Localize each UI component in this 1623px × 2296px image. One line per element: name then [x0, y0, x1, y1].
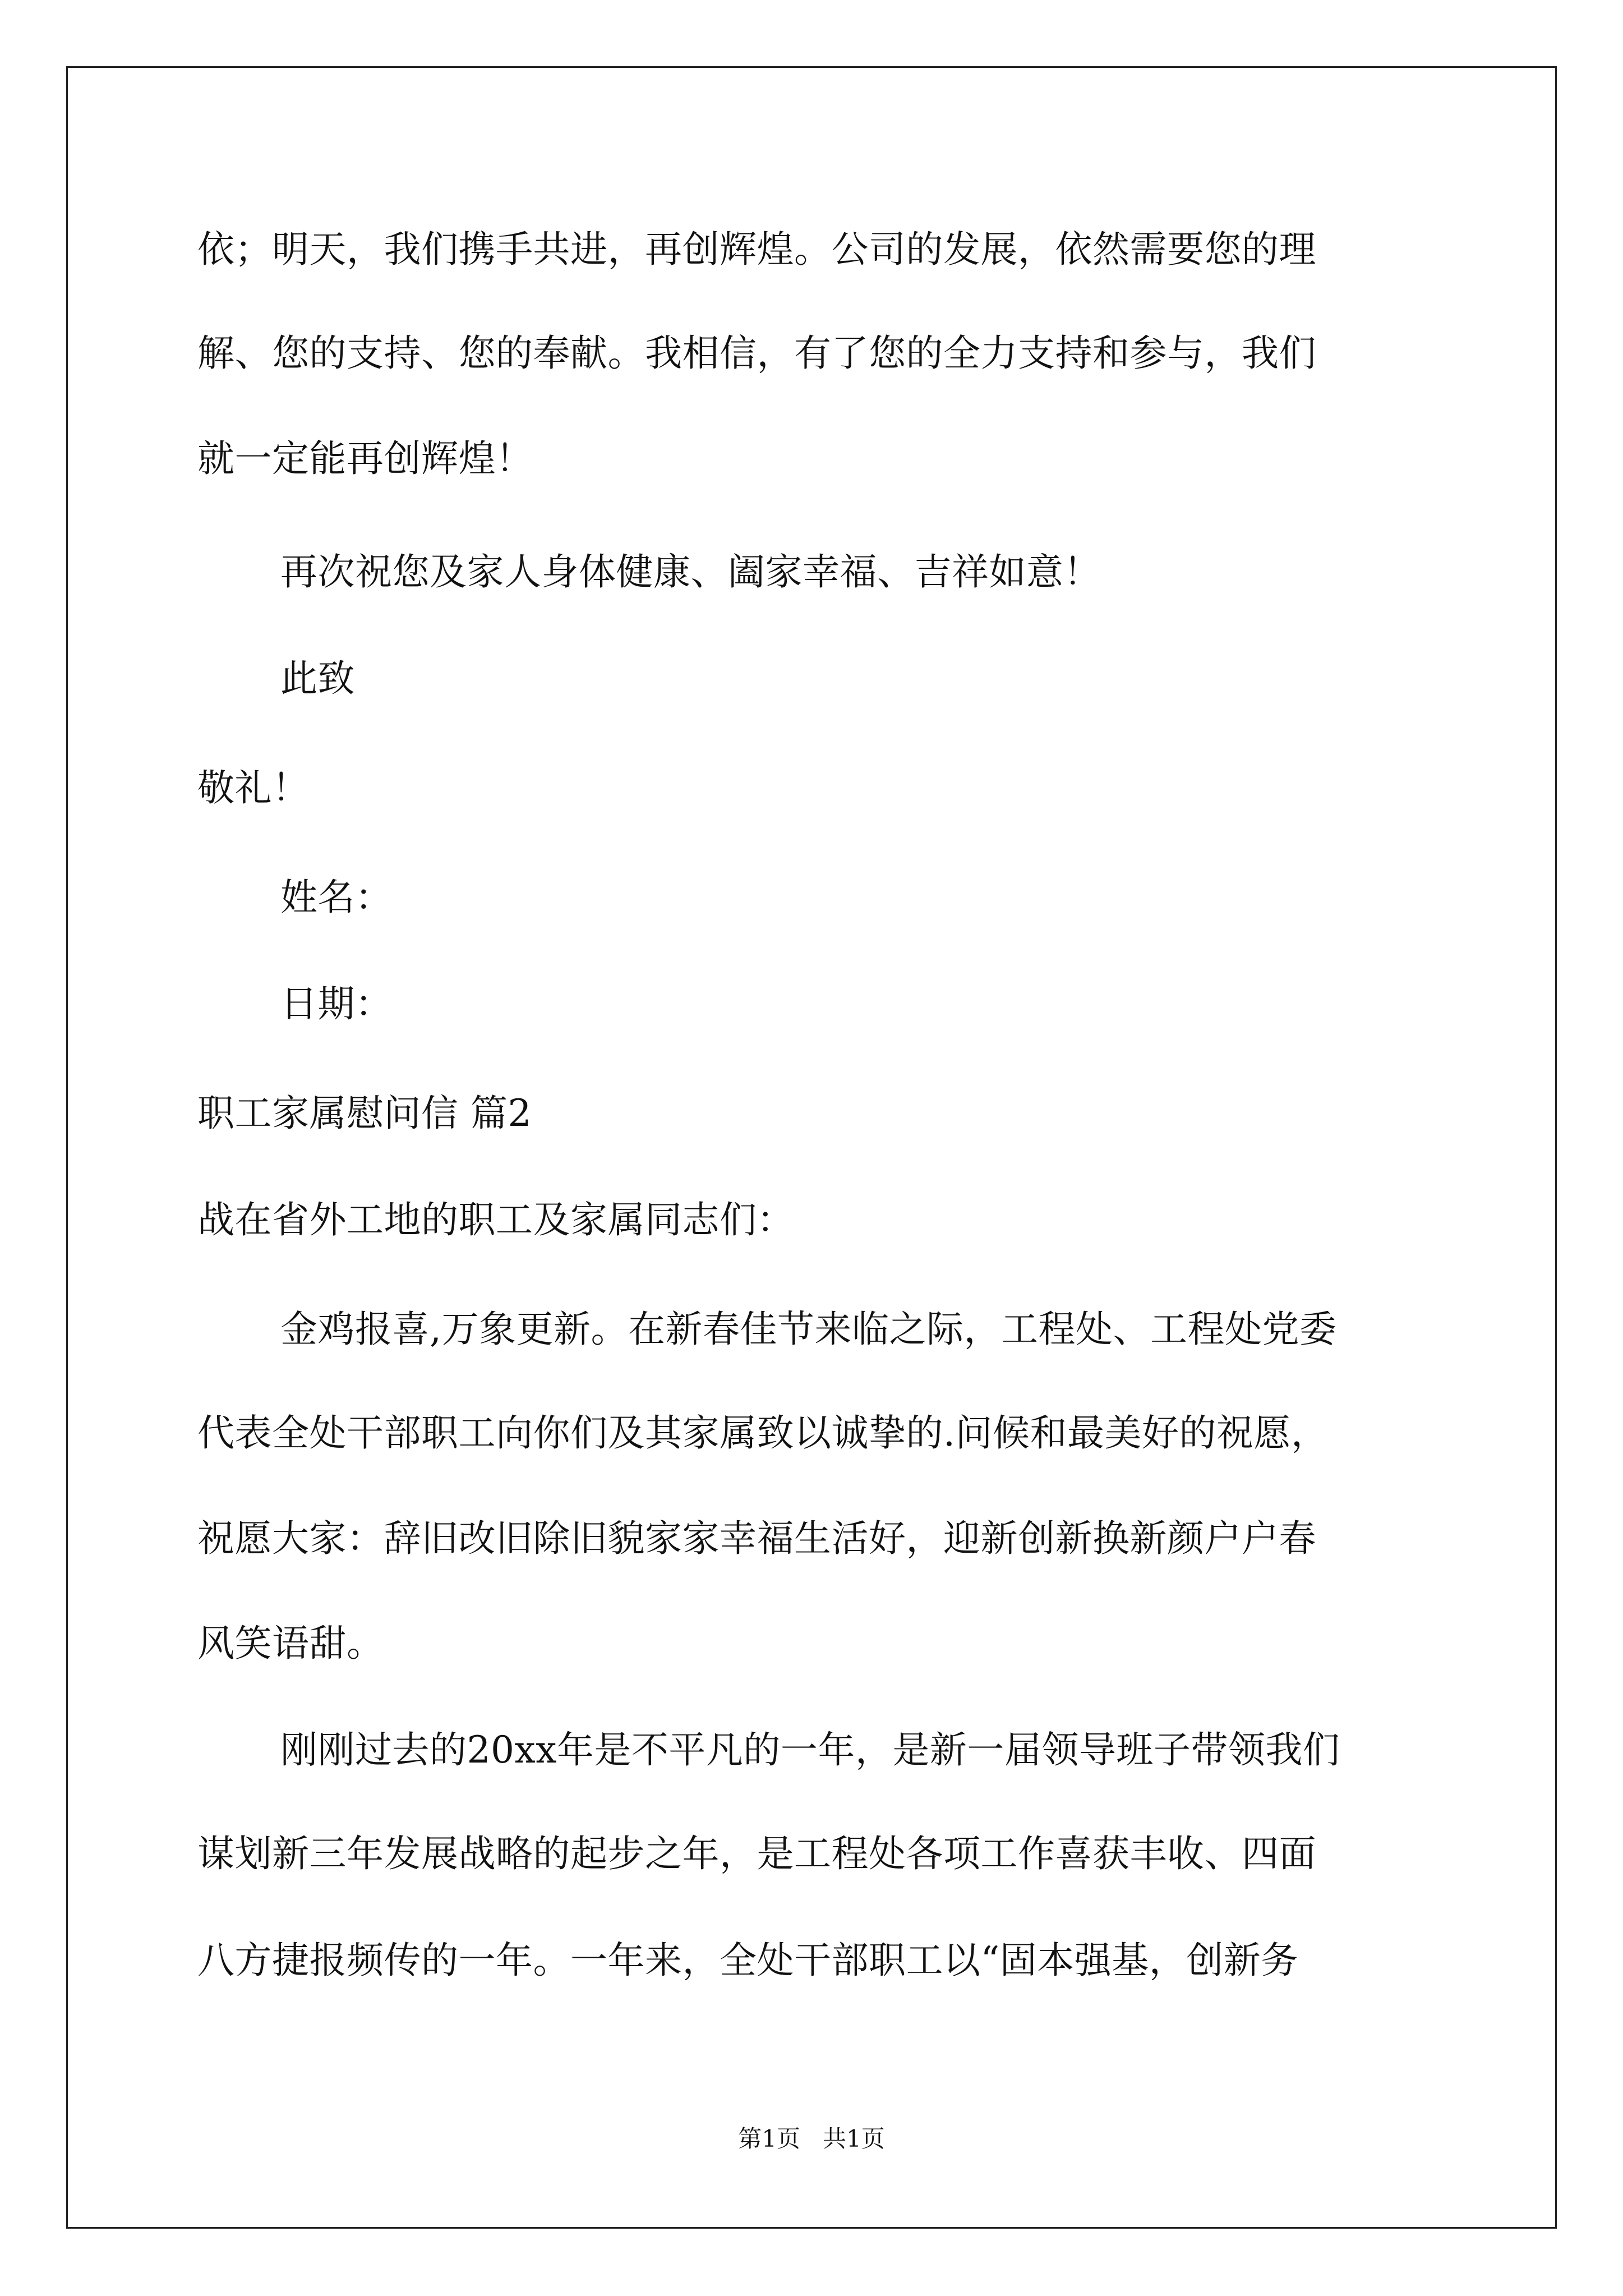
body-line-16: 谋划新三年发展战略的起步之年，是工程处各项工作喜获丰收、四面 — [197, 1832, 1316, 1875]
section-heading: 职工家属慰问信 篇2 — [197, 1092, 532, 1135]
body-line-2: 解、您的支持、您的奉献。我相信，有了您的全力支持和参与，我们 — [197, 332, 1316, 375]
body-line-17: 八方捷报频传的一年。一年来，全处干部职工以“固本强基，创新务 — [197, 1939, 1298, 1982]
recipient-line: 战在省外工地的职工及家属同志们： — [197, 1198, 794, 1241]
signature-date: 日期： — [280, 982, 393, 1025]
closing-wishes: 再次祝您及家人身体健康、阖家幸福、吉祥如意！ — [280, 550, 1101, 593]
body-line-3: 就一定能再创辉煌！ — [197, 437, 533, 480]
signature-name: 姓名： — [280, 876, 393, 919]
body-line-15: 刚刚过去的20xx年是不平凡的一年，是新一届领导班子带领我们 — [280, 1728, 1340, 1772]
body-line-13: 祝愿大家：辞旧改旧除旧貌家家幸福生活好，迎新创新换新颜户户春 — [197, 1517, 1316, 1560]
body-line-11: 金鸡报喜,万象更新。在新春佳节来临之际，工程处、工程处党委 — [280, 1308, 1337, 1351]
salutation-cizhi: 此致 — [280, 657, 355, 700]
page-border — [66, 66, 1557, 2229]
body-line-12: 代表全处干部职工向你们及其家属致以诚挚的.问候和最美好的祝愿， — [197, 1411, 1329, 1455]
body-line-1: 依；明天，我们携手共进，再创辉煌。公司的发展，依然需要您的理 — [197, 228, 1316, 271]
body-line-14: 风笑语甜。 — [197, 1622, 384, 1665]
page-footer: 第1页 共1页 — [738, 2125, 885, 2152]
salutation-jingli: 敬礼！ — [197, 766, 310, 809]
